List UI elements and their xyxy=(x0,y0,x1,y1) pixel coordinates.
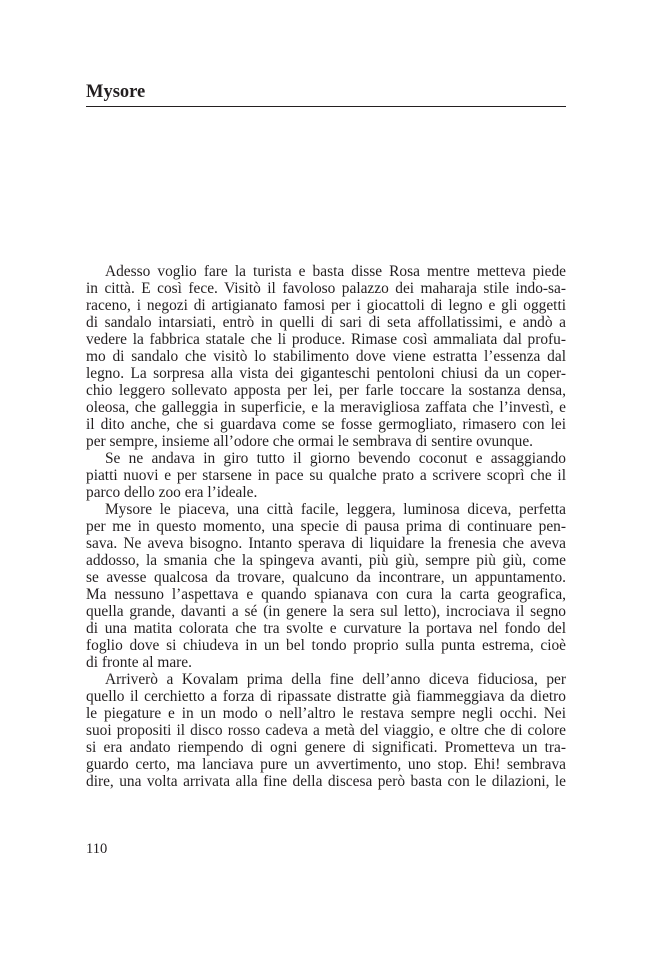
text-line: sava. Ne aveva bisogno. Intanto sperava di liquidare la frenesia che aveva xyxy=(86,535,566,553)
text-line: Se ne andava in giro tutto il giorno bevendo coconut e assaggiando xyxy=(105,450,566,468)
text-line: Ma nessuno l’aspettava e quando spianava con cura la carta geografica, xyxy=(86,586,566,604)
text-line: legno. La sorpresa alla vista dei giganteschi pentoloni chiusi da un coper- xyxy=(86,365,566,383)
text-line: quella grande, davanti a sé (in genere la sera sul letto), incrociava il segno xyxy=(86,603,566,621)
text-line: di fronte al mare. xyxy=(86,654,192,672)
text-line: chio leggero sollevato apposta per lei, per farle toccare la sostanza densa, xyxy=(86,382,566,400)
text-line: addosso, la smania che la spingeva avanti, più giù, sempre più giù, come xyxy=(86,552,566,570)
text-line: di sandalo intarsiati, entrò in quelli di sari di seta affollatissimi, e andò a xyxy=(86,314,566,332)
text-line: se avesse qualcosa da trovare, qualcuno da incontrare, un appuntamento. xyxy=(86,569,566,587)
text-line: raceno, i negozi di artigianato famosi per i giocattoli di legno e gli oggetti xyxy=(86,297,566,315)
text-line: le piegature e in un modo o nell’altro le restava sempre negli occhi. Nei xyxy=(86,705,566,723)
text-line: piatti nuovi e per starsene in pace su qualche prato a scrivere scoprì che il xyxy=(86,467,566,485)
text-line: parco dello zoo era l’ideale. xyxy=(86,484,258,502)
body-text xyxy=(86,263,566,790)
text-line: quello il cerchietto a forza di ripassate distratte già fiammeggiava da dietro xyxy=(86,688,566,706)
text-line: guardo certo, ma lanciava pure un avvertimento, uno stop. Ehi! sembrava xyxy=(86,756,566,774)
text-line: Mysore le piaceva, una città facile, leggera, luminosa diceva, perfetta xyxy=(105,501,566,519)
text-line: foglio dove si chiudeva in un bel tondo proprio sulla punta estrema, cioè xyxy=(86,637,566,655)
text-line: Adesso voglio fare la turista e basta disse Rosa mentre metteva piede xyxy=(105,263,566,280)
text-line: oleosa, che galleggia in superficie, e la meravigliosa zaffata che l’investì, e xyxy=(86,399,566,417)
text-line: Arriverò a Kovalam prima della fine dell’anno diceva fiduciosa, per xyxy=(105,671,566,689)
header-rule xyxy=(86,106,566,107)
page-number: 110 xyxy=(86,841,108,857)
text-line: per me in questo momento, una specie di pausa prima di continuare pen- xyxy=(86,518,566,536)
text-line: mo di sandalo che visitò lo stabilimento dove viene estratta l’essenza dal xyxy=(86,348,566,366)
text-line: dire, una volta arrivata alla fine della discesa però basta con le dilazioni, le xyxy=(86,773,566,791)
text-line: in città. E così fece. Visitò il favoloso palazzo dei maharaja stile indo-sa- xyxy=(86,280,566,298)
text-line: per sempre, insieme all’odore che ormai le sembrava di sentire ovunque. xyxy=(86,433,534,451)
text-line: si era andato riempendo di ogni genere di significati. Prometteva un tra- xyxy=(86,739,566,757)
text-line: suoi propositi il disco rosso cadeva a metà del viaggio, e oltre che di colore xyxy=(86,722,566,740)
text-line: di una matita colorata che tra svolte e curvature la portava nel fondo del xyxy=(86,620,566,638)
paragraph xyxy=(86,450,566,501)
paragraph xyxy=(86,263,566,450)
paragraph xyxy=(86,501,566,671)
paragraph xyxy=(86,671,566,790)
chapter-title: Mysore xyxy=(86,82,146,102)
text-line: il dito anche, che si guardava come se fosse germogliato, rimasero con lei xyxy=(86,416,566,434)
text-line: vedere la fabbrica statale che li produce. Rimase così ammaliata dal profu- xyxy=(86,331,566,349)
